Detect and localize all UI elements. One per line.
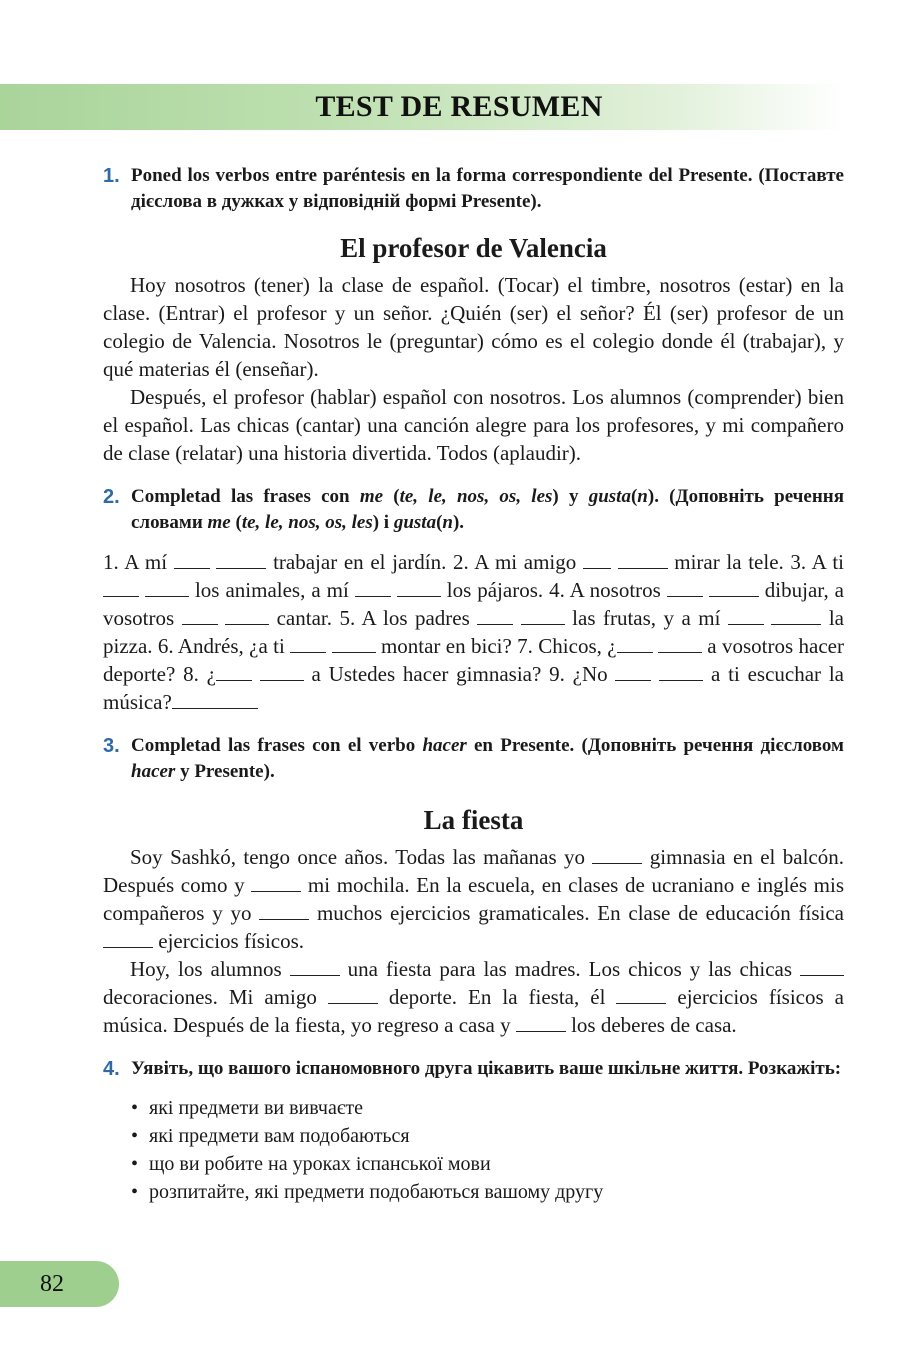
task-1-instruction <box>103 163 844 215</box>
exercise-text: los deberes de casa. <box>565 1013 737 1037</box>
answer-blank[interactable] <box>332 632 376 653</box>
exercise-text: dibujar, a vosotros <box>103 578 845 630</box>
exercise-text: los pájaros. 4. A nosotros <box>440 578 667 602</box>
answer-blank[interactable] <box>290 955 340 976</box>
instruction-text: ( <box>230 512 242 533</box>
answer-blank[interactable] <box>208 688 258 709</box>
exercise-text: a vosotros hacer deporte? 8. ¿ <box>103 634 844 686</box>
answer-blank[interactable] <box>328 983 378 1004</box>
task-2-exercise <box>103 548 844 716</box>
answer-blank[interactable] <box>251 871 301 892</box>
instruction-italic: hacer <box>131 761 176 782</box>
task-1-number: 1. <box>103 165 120 187</box>
answer-blank[interactable] <box>659 660 703 681</box>
instruction-italic: me <box>207 512 231 533</box>
task-3-paragraph <box>103 843 844 955</box>
answer-blank[interactable] <box>516 1011 566 1032</box>
instruction-italic: gusta <box>393 512 437 533</box>
answer-blank[interactable] <box>477 604 513 625</box>
answer-blank[interactable] <box>658 632 702 653</box>
answer-blank[interactable] <box>260 660 304 681</box>
instruction-italic: n <box>637 486 648 507</box>
task-2-instruction <box>103 484 844 536</box>
instruction-text: ). <box>452 512 465 533</box>
exercise-text: mi mochila. En la escuela, en clases de ucraniano e inglés mis compañeros y yo <box>103 873 844 925</box>
exercise-text: cantar. 5. A los padres <box>269 606 478 630</box>
task-3-number: 3. <box>103 735 120 757</box>
answer-blank[interactable] <box>225 604 269 625</box>
answer-blank[interactable] <box>709 576 759 597</box>
page-title: TEST DE RESUMEN <box>315 90 603 123</box>
exercise-text: los animales, a mí <box>188 578 355 602</box>
answer-blank[interactable] <box>397 576 441 597</box>
instruction-text: ( <box>436 512 443 533</box>
instruction-text: ) і <box>372 512 394 533</box>
instruction-text: Completad las frases con el verbo <box>131 735 423 756</box>
task-1-text: Poned los verbos entre paréntesis en la forma correspondiente del Presente. (Поставте дієслова в дужках у відповідній формі Presente). <box>131 165 844 212</box>
task-2-number: 2. <box>103 486 120 508</box>
bullet-item: • які предмети вам подобаються <box>131 1122 844 1150</box>
exercise-text: Soy Sashkó, tengo once años. Todas las mañanas yo <box>130 845 593 869</box>
task-4-text: Уявіть, що вашого іспаномовного друга цікавить ваше шкільне життя. Розкажіть: <box>131 1058 842 1079</box>
instruction-text: ( <box>630 486 638 507</box>
exercise-text: Hoy, los alumnos <box>130 957 290 981</box>
answer-blank[interactable] <box>216 660 252 681</box>
task-1-paragraph: Hoy nosotros (tener) la clase de español. (Tocar) el timbre, nosotros (estar) en la clase. (Entrar) el profesor y un señor. ¿Quién (ser) el señor? Él (ser) profesor de un colegio de Valencia. Nosotros le (preguntar) cómo es el colegio donde él (trabajar), y qué materias él (enseñar). <box>103 273 844 381</box>
page-content <box>103 163 844 1206</box>
exercise-text: 1. A mí <box>103 550 174 574</box>
task-3-instruction <box>103 733 844 785</box>
answer-blank[interactable] <box>616 983 666 1004</box>
exercise-text: ejercicios físicos a música. Después de la fiesta, yo regreso a casa y <box>103 985 844 1037</box>
exercise-text <box>611 550 618 574</box>
answer-blank[interactable] <box>521 604 565 625</box>
exercise-text: una fiesta para las madres. Los chicos y las chicas <box>339 957 800 981</box>
exercise-text <box>252 662 260 686</box>
instruction-text: ( <box>383 486 400 507</box>
page-number: 82 <box>40 1271 64 1297</box>
answer-blank[interactable] <box>617 632 653 653</box>
answer-blank[interactable] <box>355 576 391 597</box>
instruction-text: en Presente. (Доповніть речення дієсловом <box>466 735 844 756</box>
task-4-bullet-list <box>131 1094 844 1206</box>
task-4-instruction <box>103 1056 844 1082</box>
task-4-number: 4. <box>103 1058 120 1080</box>
answer-blank[interactable] <box>771 604 821 625</box>
answer-blank[interactable] <box>583 548 611 569</box>
instruction-text: у Presente). <box>175 761 275 782</box>
exercise-text: decoraciones. Mi amigo <box>103 985 328 1009</box>
answer-blank[interactable] <box>259 899 309 920</box>
answer-blank[interactable] <box>618 548 668 569</box>
instruction-italic: gusta <box>588 486 631 507</box>
exercise-text: trabajar en el jardín. 2. A mi amigo <box>266 550 583 574</box>
answer-blank[interactable] <box>182 604 218 625</box>
answer-blank[interactable] <box>615 660 651 681</box>
answer-blank[interactable] <box>145 576 189 597</box>
task-1-paragraph: Después, el profesor (hablar) español con nosotros. Los alumnos (comprender) bien el español. Las chicas (cantar) una canción alegre para los profesores, y mi compañero de clase (relatar) una historia divertida. Todos (aplaudir). <box>103 385 844 465</box>
answer-blank[interactable] <box>216 548 266 569</box>
exercise-text <box>210 550 217 574</box>
exercise-text <box>218 606 225 630</box>
exercise-text: montar en bici? 7. Chicos, ¿ <box>375 634 617 658</box>
answer-blank[interactable] <box>172 688 208 709</box>
instruction-text: ) y <box>552 486 589 507</box>
answer-blank[interactable] <box>103 927 153 948</box>
bullet-item: • що ви робите на уроках іспанської мови <box>131 1150 844 1178</box>
exercise-text: deporte. En la fiesta, él <box>377 985 617 1009</box>
exercise-text: gimnasia en el balcón. Después como y <box>103 845 844 897</box>
exercise-text: a ti escuchar la música? <box>103 662 844 714</box>
answer-blank[interactable] <box>103 576 139 597</box>
exercise-text <box>764 606 771 630</box>
task-3-title: La fiesta <box>423 805 524 835</box>
exercise-text: a Ustedes hacer gimnasia? 9. ¿No <box>303 662 616 686</box>
instruction-italic: te, le, nos, os, les <box>241 512 373 533</box>
answer-blank[interactable] <box>290 632 326 653</box>
exercise-text: ejercicios físicos. <box>153 929 305 953</box>
instruction-italic: me <box>359 486 384 507</box>
answer-blank[interactable] <box>667 576 703 597</box>
instruction-italic: te, le, nos, os, les <box>399 486 553 507</box>
answer-blank[interactable] <box>592 843 642 864</box>
instruction-italic: hacer <box>422 735 467 756</box>
answer-blank[interactable] <box>728 604 764 625</box>
exercise-text: mirar la tele. 3. A ti <box>667 550 845 574</box>
exercise-text <box>513 606 520 630</box>
instruction-text: ). (Доповніть речення словами <box>131 486 845 533</box>
answer-blank[interactable] <box>800 955 844 976</box>
exercise-text: muchos ejercicios gramaticales. En clase de educación física <box>309 901 844 925</box>
exercise-text <box>651 662 659 686</box>
bullet-item: • розпитайте, які предмети подобаються вашому другу <box>131 1178 844 1206</box>
bullet-item: • які предмети ви вивчаєте <box>131 1094 844 1122</box>
exercise-text: la pizza. 6. Andrés, ¿a ti <box>103 606 844 658</box>
answer-blank[interactable] <box>174 548 210 569</box>
instruction-text: Completad las frases con <box>131 486 360 507</box>
exercise-text: las frutas, y a mí <box>564 606 728 630</box>
instruction-italic: n <box>442 512 453 533</box>
task-3-paragraph <box>103 955 844 1039</box>
task-1-title: El profesor de Valencia <box>340 233 607 263</box>
